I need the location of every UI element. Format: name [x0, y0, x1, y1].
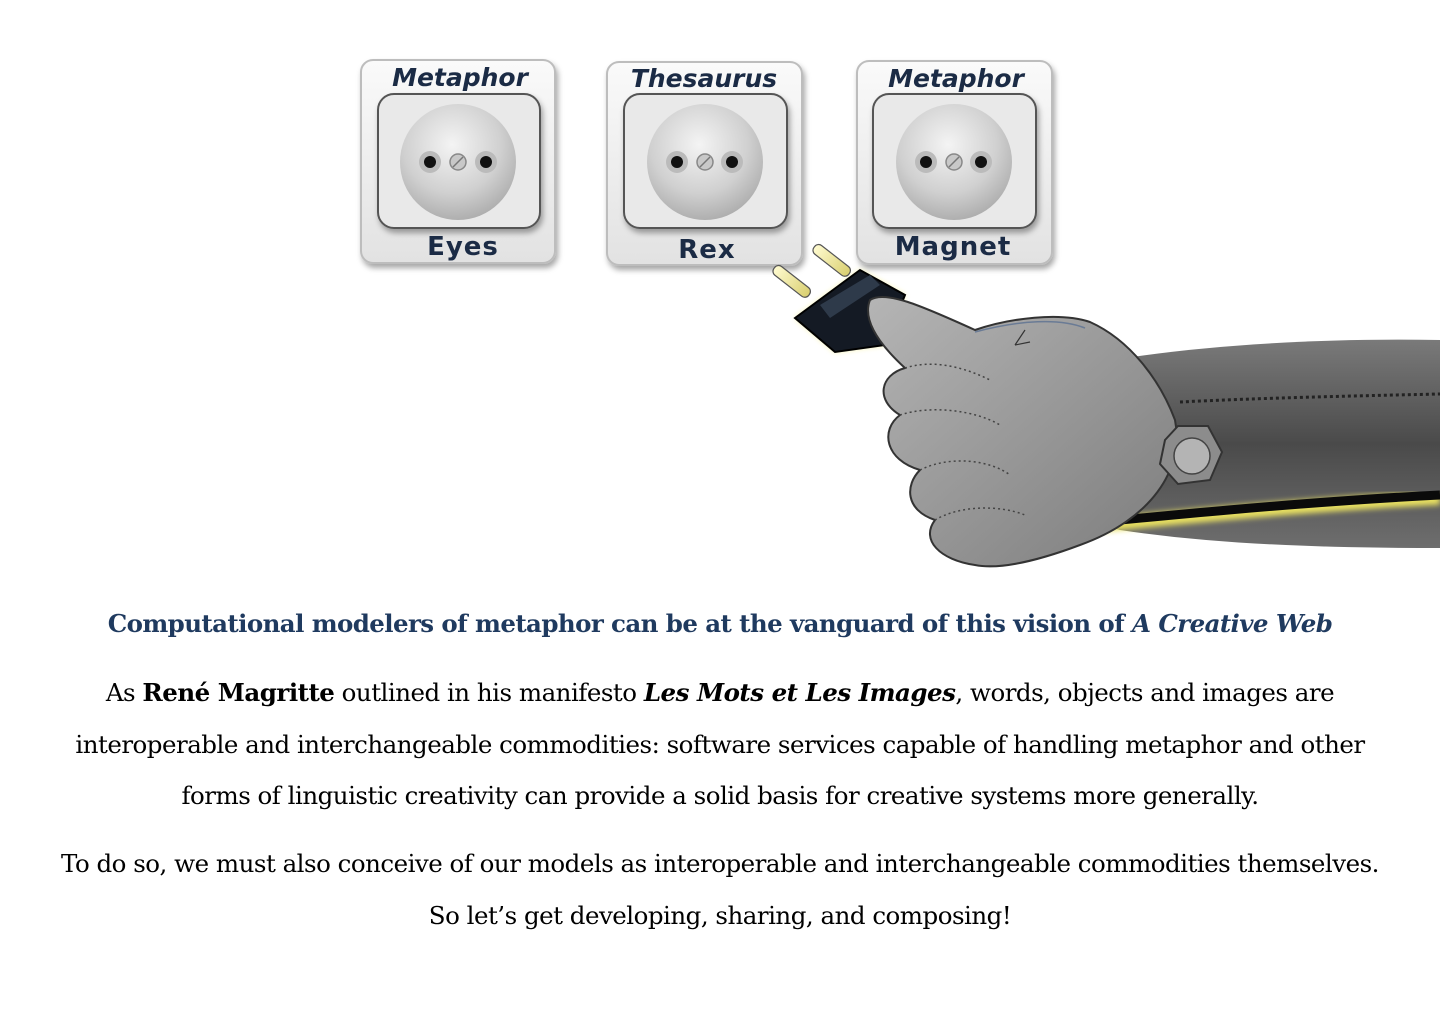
paragraph-middle: outlined in his manifesto — [334, 678, 644, 707]
person-name: René Magritte — [142, 678, 335, 707]
socket-bottom-label: Rex — [678, 235, 736, 265]
paragraph-rest: , words, objects and images are interoperable and interchangeable commodities: software services capable of handling metaphor and other forms of linguistic creativity can provide a solid basis for creative systems more generally. — [75, 678, 1365, 810]
heading-emphasis: A Creative Web — [1132, 609, 1333, 638]
paragraph-prefix: As — [105, 678, 143, 707]
heading — [0, 609, 1440, 638]
socket-magnet — [857, 61, 1052, 264]
paragraph-text: To do so, we must also conceive of our models as interoperable and interchangeable commodities themselves. So let’s get developing, sharing, and composing! — [61, 849, 1379, 930]
paragraph-call-to-action — [60, 838, 1380, 941]
socket-bottom-label: Magnet — [894, 232, 1012, 262]
heading-main-text: Computational modelers of metaphor can be at the vanguard of this vision of — [107, 609, 1133, 638]
socket-rex — [607, 62, 802, 265]
paragraph-magritte — [60, 667, 1380, 822]
socket-eyes — [361, 60, 555, 263]
socket-top-label: Metaphor — [392, 63, 528, 92]
socket-top-label: Thesaurus — [630, 64, 778, 93]
socket-bottom-label: Eyes — [427, 232, 499, 262]
work-title: Les Mots et Les Images — [643, 678, 956, 707]
socket-top-label: Metaphor — [888, 64, 1024, 93]
